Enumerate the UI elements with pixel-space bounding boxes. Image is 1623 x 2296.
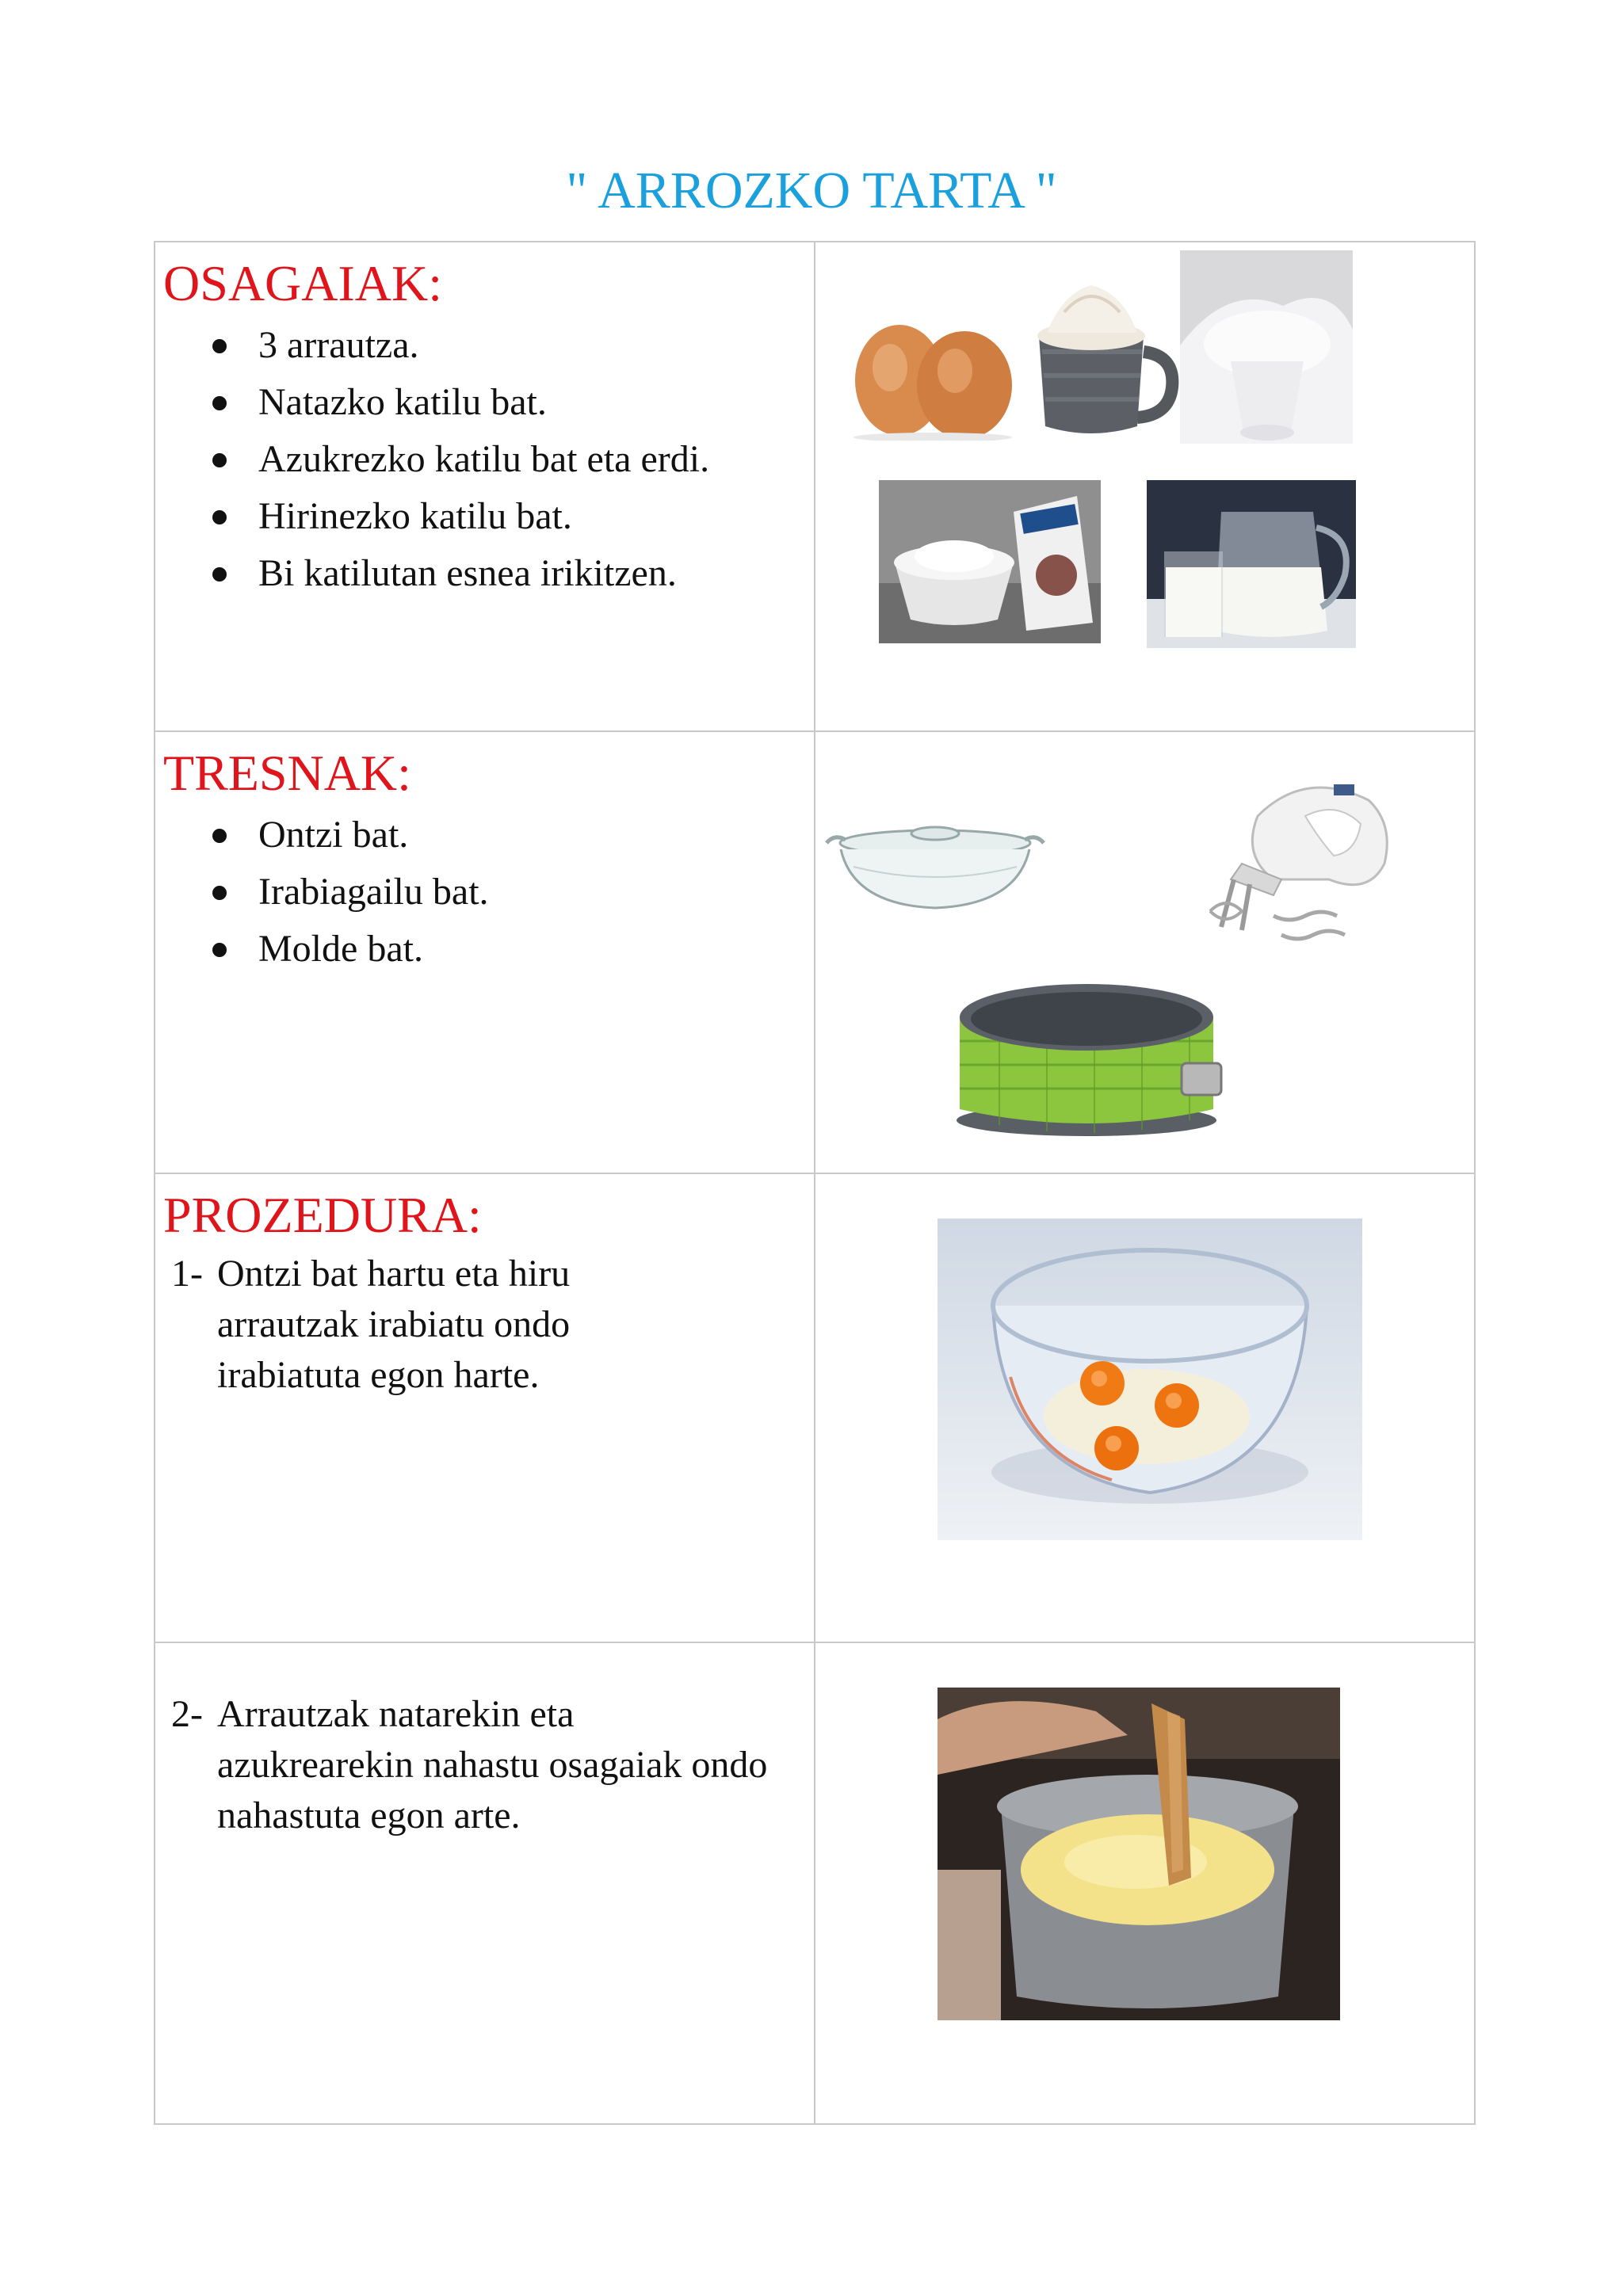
list-item: Natazko katilu bat. — [203, 374, 709, 431]
procedure-heading: PROZEDURA: — [163, 1187, 482, 1243]
ingredients-text-cell — [155, 242, 815, 731]
procedure-text-cell-1 — [155, 1173, 815, 1642]
tools-row — [155, 731, 1475, 1173]
ingredients-row — [155, 242, 1475, 731]
eggs-photo — [846, 298, 1026, 441]
glass-dish-photo — [822, 811, 1048, 914]
list-item: Irabiagailu bat. — [203, 864, 489, 921]
list-item: Azukrezko katilu bat eta erdi. — [203, 431, 709, 488]
list-item: Molde bat. — [203, 921, 489, 978]
cream-mug-photo — [1025, 265, 1180, 442]
milk-photo — [1147, 480, 1356, 648]
sugar-photo — [1180, 250, 1353, 444]
hand-mixer-photo — [1186, 761, 1399, 951]
procedure-image-cell-2 — [815, 1642, 1475, 2124]
list-item: 3 arrautza. — [203, 317, 709, 374]
step-text: Arrautzak natarekin eta azukrearekin nahastu osagaiak ondo nahastuta egon arte. — [217, 1693, 768, 1836]
step-number: 2- — [171, 1693, 203, 1735]
pot-mixing-photo — [938, 1688, 1340, 2020]
tools-text-cell — [155, 731, 815, 1173]
procedure-image-cell-1 — [815, 1173, 1475, 1642]
list-item: Bi katilutan esnea irikitzen. — [203, 545, 709, 602]
flour-photo — [879, 480, 1101, 643]
procedure-row-2 — [155, 1642, 1475, 2124]
step-number: 1- — [171, 1253, 203, 1295]
procedure-text-cell-2 — [155, 1642, 815, 2124]
step-text: Ontzi bat hartu eta hiru arrautzak irabiatu ondo irabiatuta egon harte. — [217, 1253, 571, 1396]
page-title: " ARROZKO TARTA " — [566, 162, 1057, 219]
bowl-with-eggs-photo — [938, 1219, 1362, 1540]
tools-list — [203, 807, 489, 978]
procedure-row-1 — [155, 1173, 1475, 1642]
list-item: Ontzi bat. — [203, 807, 489, 864]
ingredients-list — [203, 317, 709, 602]
recipe-table — [154, 241, 1476, 2125]
list-item: Hirinezko katilu bat. — [203, 488, 709, 545]
tools-heading: TRESNAK: — [163, 745, 411, 801]
cake-mold-photo — [952, 970, 1229, 1139]
ingredients-image-cell — [815, 242, 1475, 731]
tools-image-cell — [815, 731, 1475, 1173]
ingredients-heading: OSAGAIAK: — [163, 255, 442, 311]
